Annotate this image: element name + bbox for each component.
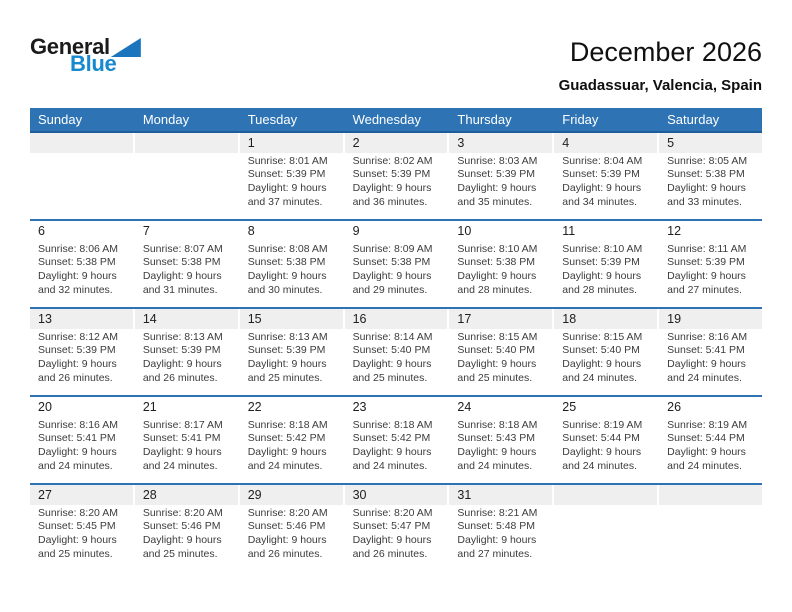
calendar-empty-cell	[659, 485, 762, 562]
day-number: 25	[562, 399, 577, 414]
day-number: 22	[247, 399, 262, 414]
sunrise-text: Sunrise: 8:21 AM	[457, 506, 538, 519]
sunrise-text: Sunrise: 8:02 AM	[352, 154, 433, 167]
day-number: 13	[30, 309, 133, 329]
daylight-text: Daylight: 9 hours and 28 minutes.	[457, 269, 537, 296]
sunset-text: Sunset: 5:44 PM	[667, 432, 745, 445]
day-info	[449, 153, 552, 210]
weekday-header-wednesday: Wednesday	[352, 111, 421, 127]
day-info	[449, 329, 552, 386]
sunset-text: Sunset: 5:47 PM	[352, 520, 431, 533]
day-number: 20	[38, 399, 52, 414]
day-info	[30, 329, 133, 386]
sunset-text: Sunset: 5:39 PM	[247, 344, 326, 357]
day-info	[659, 153, 762, 210]
page-header	[0, 0, 792, 94]
sunset-text: Sunset: 5:42 PM	[352, 432, 431, 445]
daylight-text: Daylight: 9 hours and 24 minutes.	[38, 445, 117, 472]
calendar-day-cell	[240, 397, 343, 474]
daylight-text: Daylight: 9 hours and 24 minutes.	[142, 445, 222, 472]
daylight-text: Daylight: 9 hours and 25 minutes.	[352, 357, 432, 384]
day-number: 21	[142, 399, 157, 414]
day-info	[240, 153, 343, 210]
day-number: 10	[457, 223, 472, 238]
calendar-day-cell	[135, 397, 238, 474]
day-number: 5	[659, 133, 762, 153]
day-number: 8	[247, 223, 255, 238]
calendar-day-cell	[449, 221, 552, 298]
day-info	[240, 329, 343, 386]
day-number: 6	[38, 223, 45, 238]
weekday-header-tuesday: Tuesday	[247, 111, 298, 127]
sunrise-text: Sunrise: 8:03 AM	[457, 154, 538, 167]
daylight-text: Daylight: 9 hours and 29 minutes.	[352, 269, 432, 296]
calendar-empty-cell	[554, 485, 657, 562]
calendar-week-row	[30, 395, 762, 483]
sunrise-text: Sunrise: 8:20 AM	[38, 506, 118, 519]
daylight-text: Daylight: 9 hours and 27 minutes.	[667, 269, 746, 296]
calendar-table	[30, 108, 762, 571]
day-info	[135, 241, 238, 298]
calendar-day-cell	[240, 485, 343, 562]
daylight-text: Daylight: 9 hours and 26 minutes.	[247, 533, 327, 560]
page-subtitle: Guadassuar, Valencia, Spain	[558, 76, 762, 94]
calendar-empty-cell	[135, 133, 238, 210]
day-number: 31	[449, 485, 552, 505]
sunset-text: Sunset: 5:38 PM	[352, 256, 431, 269]
sunrise-text: Sunrise: 8:15 AM	[562, 330, 643, 343]
sunset-text: Sunset: 5:40 PM	[562, 344, 640, 357]
day-info	[345, 153, 448, 210]
sunrise-text: Sunrise: 8:12 AM	[38, 330, 118, 343]
sunrise-text: Sunrise: 8:13 AM	[142, 330, 223, 343]
weekday-header-monday: Monday	[142, 111, 190, 127]
calendar-day-cell	[449, 133, 552, 210]
calendar-day-cell	[240, 133, 343, 210]
sunrise-text: Sunrise: 8:15 AM	[457, 330, 538, 343]
sunrise-text: Sunrise: 8:16 AM	[38, 418, 118, 431]
logo-text-blue: Blue	[70, 51, 117, 76]
sunset-text: Sunset: 5:39 PM	[562, 168, 640, 181]
day-info	[345, 241, 448, 298]
sunset-text: Sunset: 5:46 PM	[247, 520, 326, 533]
daylight-text: Daylight: 9 hours and 28 minutes.	[562, 269, 642, 296]
calendar-day-cell	[345, 221, 448, 298]
calendar-day-cell	[659, 221, 762, 298]
day-info	[659, 329, 762, 386]
weekday-header-friday: Friday	[562, 111, 599, 127]
day-number	[554, 485, 657, 505]
sunset-text: Sunset: 5:39 PM	[457, 168, 536, 181]
calendar-day-cell	[345, 309, 448, 386]
sunrise-text: Sunrise: 8:19 AM	[562, 418, 643, 431]
daylight-text: Daylight: 9 hours and 26 minutes.	[38, 357, 117, 384]
calendar-day-cell	[554, 221, 657, 298]
daylight-text: Daylight: 9 hours and 27 minutes.	[457, 533, 537, 560]
daylight-text: Daylight: 9 hours and 24 minutes.	[457, 445, 537, 472]
calendar-week-row	[30, 219, 762, 307]
sunset-text: Sunset: 5:38 PM	[142, 256, 221, 269]
day-number: 28	[135, 485, 238, 505]
day-number	[30, 133, 133, 153]
daylight-text: Daylight: 9 hours and 37 minutes.	[247, 181, 327, 208]
calendar-day-cell	[659, 397, 762, 474]
sunset-text: Sunset: 5:39 PM	[667, 256, 745, 269]
day-info	[449, 241, 552, 298]
day-info	[449, 505, 552, 562]
sunrise-text: Sunrise: 8:05 AM	[667, 154, 748, 167]
daylight-text: Daylight: 9 hours and 32 minutes.	[38, 269, 117, 296]
daylight-text: Daylight: 9 hours and 30 minutes.	[247, 269, 327, 296]
day-number: 26	[667, 399, 682, 414]
calendar-day-cell	[135, 485, 238, 562]
day-info	[240, 241, 343, 298]
sunrise-text: Sunrise: 8:11 AM	[667, 242, 747, 255]
daylight-text: Daylight: 9 hours and 26 minutes.	[352, 533, 432, 560]
calendar-day-cell	[135, 221, 238, 298]
day-info	[554, 241, 657, 298]
calendar-day-cell	[659, 133, 762, 210]
day-number: 19	[659, 309, 762, 329]
day-info	[30, 417, 133, 474]
day-info	[240, 505, 343, 562]
day-number	[135, 133, 238, 153]
weekday-header-thursday: Thursday	[457, 111, 512, 127]
day-info	[345, 417, 448, 474]
day-info	[554, 417, 657, 474]
calendar-day-cell	[449, 309, 552, 386]
sunrise-text: Sunrise: 8:17 AM	[142, 418, 223, 431]
daylight-text: Daylight: 9 hours and 33 minutes.	[667, 181, 746, 208]
sunrise-text: Sunrise: 8:18 AM	[247, 418, 328, 431]
sunset-text: Sunset: 5:48 PM	[457, 520, 536, 533]
sunset-text: Sunset: 5:41 PM	[667, 344, 745, 357]
day-number: 29	[240, 485, 343, 505]
sunrise-text: Sunrise: 8:18 AM	[457, 418, 538, 431]
logo-text-general: General	[30, 34, 110, 59]
weekday-header-saturday: Saturday	[667, 111, 720, 127]
calendar-day-cell	[449, 485, 552, 562]
daylight-text: Daylight: 9 hours and 25 minutes.	[457, 357, 537, 384]
day-info	[345, 505, 448, 562]
day-info	[554, 153, 657, 210]
calendar-week-row	[30, 483, 762, 571]
sunrise-text: Sunrise: 8:14 AM	[352, 330, 433, 343]
day-info	[659, 417, 762, 474]
day-number: 15	[240, 309, 343, 329]
day-number: 30	[345, 485, 448, 505]
daylight-text: Daylight: 9 hours and 25 minutes.	[247, 357, 327, 384]
sunset-text: Sunset: 5:42 PM	[247, 432, 326, 445]
day-number: 24	[457, 399, 472, 414]
sunset-text: Sunset: 5:45 PM	[38, 520, 116, 533]
weekday-header-row	[30, 108, 762, 133]
calendar-day-cell	[554, 309, 657, 386]
sunset-text: Sunset: 5:39 PM	[247, 168, 326, 181]
sunset-text: Sunset: 5:41 PM	[38, 432, 116, 445]
sunrise-text: Sunrise: 8:09 AM	[352, 242, 433, 255]
day-info	[135, 505, 238, 562]
daylight-text: Daylight: 9 hours and 24 minutes.	[562, 445, 642, 472]
sunrise-text: Sunrise: 8:16 AM	[667, 330, 748, 343]
day-number: 3	[449, 133, 552, 153]
sunset-text: Sunset: 5:41 PM	[142, 432, 221, 445]
day-info	[345, 329, 448, 386]
calendar-week-row	[30, 307, 762, 395]
calendar-day-cell	[30, 221, 133, 298]
logo-triangle-icon	[111, 38, 141, 57]
sunrise-text: Sunrise: 8:01 AM	[247, 154, 328, 167]
calendar-day-cell	[30, 485, 133, 562]
day-number: 9	[352, 223, 360, 238]
daylight-text: Daylight: 9 hours and 24 minutes.	[667, 445, 746, 472]
day-number: 1	[240, 133, 343, 153]
weekday-header-sunday: Sunday	[38, 111, 83, 127]
sunset-text: Sunset: 5:39 PM	[38, 344, 116, 357]
sunset-text: Sunset: 5:38 PM	[38, 256, 116, 269]
calendar-day-cell	[345, 485, 448, 562]
day-info	[135, 417, 238, 474]
day-number: 2	[345, 133, 448, 153]
sunset-text: Sunset: 5:43 PM	[457, 432, 536, 445]
calendar-week-row	[30, 133, 762, 219]
day-number: 14	[135, 309, 238, 329]
general-blue-logo	[30, 36, 141, 75]
calendar-weeks	[30, 133, 762, 571]
sunrise-text: Sunrise: 8:13 AM	[247, 330, 328, 343]
sunrise-text: Sunrise: 8:20 AM	[352, 506, 433, 519]
sunrise-text: Sunrise: 8:06 AM	[38, 242, 118, 255]
day-number: 11	[562, 223, 576, 238]
daylight-text: Daylight: 9 hours and 24 minutes.	[247, 445, 327, 472]
day-info	[30, 505, 133, 562]
sunset-text: Sunset: 5:40 PM	[352, 344, 431, 357]
sunset-text: Sunset: 5:38 PM	[667, 168, 745, 181]
daylight-text: Daylight: 9 hours and 36 minutes.	[352, 181, 432, 208]
calendar-empty-cell	[30, 133, 133, 210]
sunset-text: Sunset: 5:39 PM	[562, 256, 640, 269]
day-number	[659, 485, 762, 505]
daylight-text: Daylight: 9 hours and 34 minutes.	[562, 181, 642, 208]
day-number: 27	[30, 485, 133, 505]
day-info	[659, 241, 762, 298]
sunrise-text: Sunrise: 8:07 AM	[142, 242, 223, 255]
calendar-day-cell	[554, 133, 657, 210]
page-title: December 2026	[569, 37, 762, 67]
day-info	[135, 329, 238, 386]
calendar-day-cell	[554, 397, 657, 474]
daylight-text: Daylight: 9 hours and 31 minutes.	[142, 269, 222, 296]
calendar-day-cell	[135, 309, 238, 386]
day-number: 12	[667, 223, 682, 238]
sunset-text: Sunset: 5:44 PM	[562, 432, 640, 445]
sunrise-text: Sunrise: 8:20 AM	[142, 506, 223, 519]
sunset-text: Sunset: 5:39 PM	[352, 168, 431, 181]
calendar-day-cell	[449, 397, 552, 474]
daylight-text: Daylight: 9 hours and 24 minutes.	[667, 357, 746, 384]
day-info	[30, 241, 133, 298]
calendar-day-cell	[345, 397, 448, 474]
sunrise-text: Sunrise: 8:08 AM	[247, 242, 328, 255]
sunset-text: Sunset: 5:40 PM	[457, 344, 536, 357]
day-number: 23	[352, 399, 367, 414]
daylight-text: Daylight: 9 hours and 24 minutes.	[352, 445, 432, 472]
day-number: 7	[142, 223, 150, 238]
calendar-day-cell	[240, 221, 343, 298]
sunrise-text: Sunrise: 8:10 AM	[457, 242, 538, 255]
day-number: 17	[449, 309, 552, 329]
sunrise-text: Sunrise: 8:20 AM	[247, 506, 328, 519]
day-info	[554, 329, 657, 386]
title-block	[559, 36, 762, 94]
daylight-text: Daylight: 9 hours and 35 minutes.	[457, 181, 537, 208]
sunset-text: Sunset: 5:38 PM	[457, 256, 536, 269]
sunrise-text: Sunrise: 8:18 AM	[352, 418, 433, 431]
calendar-day-cell	[345, 133, 448, 210]
calendar-day-cell	[240, 309, 343, 386]
daylight-text: Daylight: 9 hours and 25 minutes.	[38, 533, 117, 560]
sunset-text: Sunset: 5:39 PM	[142, 344, 221, 357]
daylight-text: Daylight: 9 hours and 24 minutes.	[562, 357, 642, 384]
calendar-day-cell	[30, 397, 133, 474]
calendar-day-cell	[659, 309, 762, 386]
sunset-text: Sunset: 5:38 PM	[247, 256, 326, 269]
day-info	[449, 417, 552, 474]
day-number: 16	[345, 309, 448, 329]
sunrise-text: Sunrise: 8:04 AM	[562, 154, 643, 167]
sunrise-text: Sunrise: 8:10 AM	[562, 242, 643, 255]
calendar-day-cell	[30, 309, 133, 386]
daylight-text: Daylight: 9 hours and 26 minutes.	[142, 357, 222, 384]
day-number: 18	[554, 309, 657, 329]
daylight-text: Daylight: 9 hours and 25 minutes.	[142, 533, 222, 560]
day-info	[240, 417, 343, 474]
sunrise-text: Sunrise: 8:19 AM	[667, 418, 748, 431]
sunset-text: Sunset: 5:46 PM	[142, 520, 221, 533]
day-number: 4	[554, 133, 657, 153]
